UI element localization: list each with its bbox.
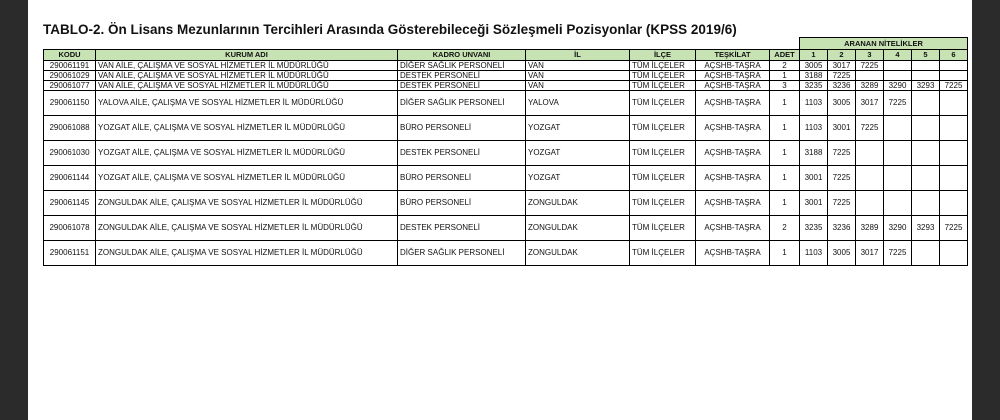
cell-nitelik-6 — [940, 166, 968, 191]
cell-nitelik-2: 7225 — [828, 166, 856, 191]
cell-kadro: DESTEK PERSONELİ — [398, 141, 526, 166]
cell-nitelik-1: 3001 — [800, 166, 828, 191]
table-row — [44, 166, 968, 191]
cell-kadro: BÜRO PERSONELİ — [398, 116, 526, 141]
cell-kurum: VAN AİLE, ÇALIŞMA VE SOSYAL HİZMETLER İL MÜDÜRLÜĞÜ — [96, 71, 398, 81]
cell-kodu: 290061191 — [44, 61, 96, 71]
cell-kadro: DESTEK PERSONELİ — [398, 216, 526, 241]
cell-kodu: 290061088 — [44, 116, 96, 141]
cell-nitelik-4: 3290 — [884, 81, 912, 91]
table-row — [44, 241, 968, 266]
header-nitelik-5: 5 — [912, 50, 940, 61]
cell-il: YOZGAT — [526, 141, 630, 166]
cell-il: VAN — [526, 71, 630, 81]
positions-table — [43, 37, 968, 266]
cell-kadro: DESTEK PERSONELİ — [398, 81, 526, 91]
cell-ilce: TÜM İLÇELER — [630, 216, 696, 241]
cell-nitelik-3 — [856, 166, 884, 191]
cell-nitelik-6 — [940, 71, 968, 81]
cell-teskilat: AÇSHB-TAŞRA — [696, 61, 770, 71]
cell-teskilat: AÇSHB-TAŞRA — [696, 141, 770, 166]
header-kurum-adi: KURUM ADI — [96, 50, 398, 61]
table-row — [44, 71, 968, 81]
cell-nitelik-4 — [884, 61, 912, 71]
cell-nitelik-6 — [940, 116, 968, 141]
cell-kurum: YALOVA AİLE, ÇALIŞMA VE SOSYAL HİZMETLER İL MÜDÜRLÜĞÜ — [96, 91, 398, 116]
cell-nitelik-5 — [912, 71, 940, 81]
cell-nitelik-6: 7225 — [940, 216, 968, 241]
cell-teskilat: AÇSHB-TAŞRA — [696, 116, 770, 141]
cell-il: ZONGULDAK — [526, 216, 630, 241]
cell-adet: 1 — [770, 141, 800, 166]
cell-nitelik-3: 3289 — [856, 216, 884, 241]
cell-nitelik-2: 3017 — [828, 61, 856, 71]
cell-nitelik-4 — [884, 141, 912, 166]
cell-nitelik-6 — [940, 91, 968, 116]
cell-nitelik-1: 1103 — [800, 91, 828, 116]
cell-nitelik-3: 3017 — [856, 91, 884, 116]
cell-kodu: 290061077 — [44, 81, 96, 91]
cell-nitelik-3 — [856, 191, 884, 216]
table-row — [44, 91, 968, 116]
cell-kodu: 290061078 — [44, 216, 96, 241]
cell-nitelik-2: 7225 — [828, 191, 856, 216]
cell-nitelik-3 — [856, 71, 884, 81]
header-adet: ADET — [770, 50, 800, 61]
cell-adet: 1 — [770, 91, 800, 116]
header-nitelik-4: 4 — [884, 50, 912, 61]
cell-nitelik-1: 3001 — [800, 191, 828, 216]
cell-ilce: TÜM İLÇELER — [630, 71, 696, 81]
table-title: TABLO-2. Ön Lisans Mezunlarının Tercihleri Arasında Gösterebileceği Sözleşmeli Pozisyonlar (KPSS 2019/6) — [43, 22, 737, 37]
cell-ilce: TÜM İLÇELER — [630, 141, 696, 166]
table-row — [44, 191, 968, 216]
cell-nitelik-2: 3236 — [828, 216, 856, 241]
table-row — [44, 61, 968, 71]
cell-nitelik-4 — [884, 191, 912, 216]
cell-nitelik-4: 7225 — [884, 91, 912, 116]
cell-nitelik-3: 7225 — [856, 61, 884, 71]
cell-il: YOZGAT — [526, 116, 630, 141]
cell-il: YOZGAT — [526, 166, 630, 191]
cell-il: YALOVA — [526, 91, 630, 116]
cell-nitelik-5 — [912, 116, 940, 141]
cell-nitelik-2: 3001 — [828, 116, 856, 141]
cell-teskilat: AÇSHB-TAŞRA — [696, 81, 770, 91]
cell-nitelik-6 — [940, 191, 968, 216]
cell-kadro: DİĞER SAĞLIK PERSONELİ — [398, 91, 526, 116]
cell-adet: 3 — [770, 81, 800, 91]
header-nitelik-1: 1 — [800, 50, 828, 61]
cell-kurum: VAN AİLE, ÇALIŞMA VE SOSYAL HİZMETLER İL MÜDÜRLÜĞÜ — [96, 81, 398, 91]
cell-nitelik-5 — [912, 166, 940, 191]
cell-il: VAN — [526, 61, 630, 71]
cell-nitelik-3: 3017 — [856, 241, 884, 266]
cell-ilce: TÜM İLÇELER — [630, 166, 696, 191]
cell-nitelik-1: 1103 — [800, 241, 828, 266]
cell-kodu: 290061144 — [44, 166, 96, 191]
cell-il: ZONGULDAK — [526, 241, 630, 266]
cell-nitelik-4: 7225 — [884, 241, 912, 266]
cell-nitelik-2: 3005 — [828, 241, 856, 266]
cell-nitelik-3: 3289 — [856, 81, 884, 91]
header-row — [44, 50, 968, 61]
header-nitelik-3: 3 — [856, 50, 884, 61]
cell-nitelik-1: 3235 — [800, 216, 828, 241]
header-kodu: KODU — [44, 50, 96, 61]
header-row-top — [44, 38, 968, 50]
cell-il: VAN — [526, 81, 630, 91]
cell-kurum: ZONGULDAK AİLE, ÇALIŞMA VE SOSYAL HİZMETLER İL MÜDÜRLÜĞÜ — [96, 191, 398, 216]
cell-adet: 2 — [770, 216, 800, 241]
table-row — [44, 216, 968, 241]
header-nitelik-6: 6 — [940, 50, 968, 61]
cell-nitelik-5 — [912, 61, 940, 71]
cell-adet: 1 — [770, 241, 800, 266]
cell-kadro: BÜRO PERSONELİ — [398, 166, 526, 191]
cell-kadro: DİĞER SAĞLIK PERSONELİ — [398, 241, 526, 266]
cell-nitelik-2: 3236 — [828, 81, 856, 91]
cell-adet: 1 — [770, 116, 800, 141]
cell-adet: 1 — [770, 191, 800, 216]
cell-nitelik-6 — [940, 61, 968, 71]
header-aranan-nitelikler: ARANAN NİTELİKLER — [800, 38, 968, 50]
cell-adet: 2 — [770, 61, 800, 71]
header-teskilat: TEŞKİLAT — [696, 50, 770, 61]
cell-nitelik-1: 3188 — [800, 141, 828, 166]
cell-kodu: 290061145 — [44, 191, 96, 216]
header-il: İL — [526, 50, 630, 61]
cell-nitelik-1: 3005 — [800, 61, 828, 71]
cell-teskilat: AÇSHB-TAŞRA — [696, 71, 770, 81]
cell-nitelik-5 — [912, 141, 940, 166]
cell-ilce: TÜM İLÇELER — [630, 241, 696, 266]
cell-ilce: TÜM İLÇELER — [630, 116, 696, 141]
cell-nitelik-1: 3235 — [800, 81, 828, 91]
cell-teskilat: AÇSHB-TAŞRA — [696, 91, 770, 116]
cell-nitelik-6 — [940, 141, 968, 166]
cell-nitelik-2: 7225 — [828, 141, 856, 166]
cell-teskilat: AÇSHB-TAŞRA — [696, 216, 770, 241]
document-page — [28, 0, 972, 420]
cell-ilce: TÜM İLÇELER — [630, 81, 696, 91]
cell-nitelik-5: 3293 — [912, 81, 940, 91]
cell-nitelik-6: 7225 — [940, 81, 968, 91]
table-row — [44, 141, 968, 166]
cell-nitelik-5 — [912, 191, 940, 216]
cell-nitelik-4 — [884, 116, 912, 141]
cell-nitelik-3: 7225 — [856, 116, 884, 141]
cell-adet: 1 — [770, 71, 800, 81]
cell-nitelik-4: 3290 — [884, 216, 912, 241]
cell-nitelik-2: 7225 — [828, 71, 856, 81]
cell-nitelik-6 — [940, 241, 968, 266]
header-ilce: İLÇE — [630, 50, 696, 61]
cell-kurum: VAN AİLE, ÇALIŞMA VE SOSYAL HİZMETLER İL MÜDÜRLÜĞÜ — [96, 61, 398, 71]
cell-ilce: TÜM İLÇELER — [630, 91, 696, 116]
cell-nitelik-5 — [912, 91, 940, 116]
cell-nitelik-4 — [884, 71, 912, 81]
cell-kodu: 290061151 — [44, 241, 96, 266]
header-kadro-unvani: KADRO UNVANI — [398, 50, 526, 61]
cell-kurum: ZONGULDAK AİLE, ÇALIŞMA VE SOSYAL HİZMETLER İL MÜDÜRLÜĞÜ — [96, 241, 398, 266]
cell-kadro: DESTEK PERSONELİ — [398, 71, 526, 81]
cell-ilce: TÜM İLÇELER — [630, 191, 696, 216]
cell-nitelik-2: 3005 — [828, 91, 856, 116]
header-nitelik-2: 2 — [828, 50, 856, 61]
cell-teskilat: AÇSHB-TAŞRA — [696, 191, 770, 216]
cell-ilce: TÜM İLÇELER — [630, 61, 696, 71]
cell-kurum: YOZGAT AİLE, ÇALIŞMA VE SOSYAL HİZMETLER İL MÜDÜRLÜĞÜ — [96, 116, 398, 141]
cell-kodu: 290061150 — [44, 91, 96, 116]
cell-kurum: YOZGAT AİLE, ÇALIŞMA VE SOSYAL HİZMETLER İL MÜDÜRLÜĞÜ — [96, 141, 398, 166]
cell-teskilat: AÇSHB-TAŞRA — [696, 166, 770, 191]
cell-teskilat: AÇSHB-TAŞRA — [696, 241, 770, 266]
cell-nitelik-5 — [912, 241, 940, 266]
table-row — [44, 116, 968, 141]
cell-kadro: BÜRO PERSONELİ — [398, 191, 526, 216]
cell-nitelik-5: 3293 — [912, 216, 940, 241]
cell-adet: 1 — [770, 166, 800, 191]
table-row — [44, 81, 968, 91]
cell-nitelik-3 — [856, 141, 884, 166]
cell-kurum: ZONGULDAK AİLE, ÇALIŞMA VE SOSYAL HİZMETLER İL MÜDÜRLÜĞÜ — [96, 216, 398, 241]
cell-il: ZONGULDAK — [526, 191, 630, 216]
cell-nitelik-1: 3188 — [800, 71, 828, 81]
cell-kodu: 290061029 — [44, 71, 96, 81]
cell-kurum: YOZGAT AİLE, ÇALIŞMA VE SOSYAL HİZMETLER İL MÜDÜRLÜĞÜ — [96, 166, 398, 191]
cell-kadro: DİĞER SAĞLIK PERSONELİ — [398, 61, 526, 71]
cell-nitelik-4 — [884, 166, 912, 191]
header-blank — [44, 38, 800, 50]
cell-kodu: 290061030 — [44, 141, 96, 166]
cell-nitelik-1: 1103 — [800, 116, 828, 141]
